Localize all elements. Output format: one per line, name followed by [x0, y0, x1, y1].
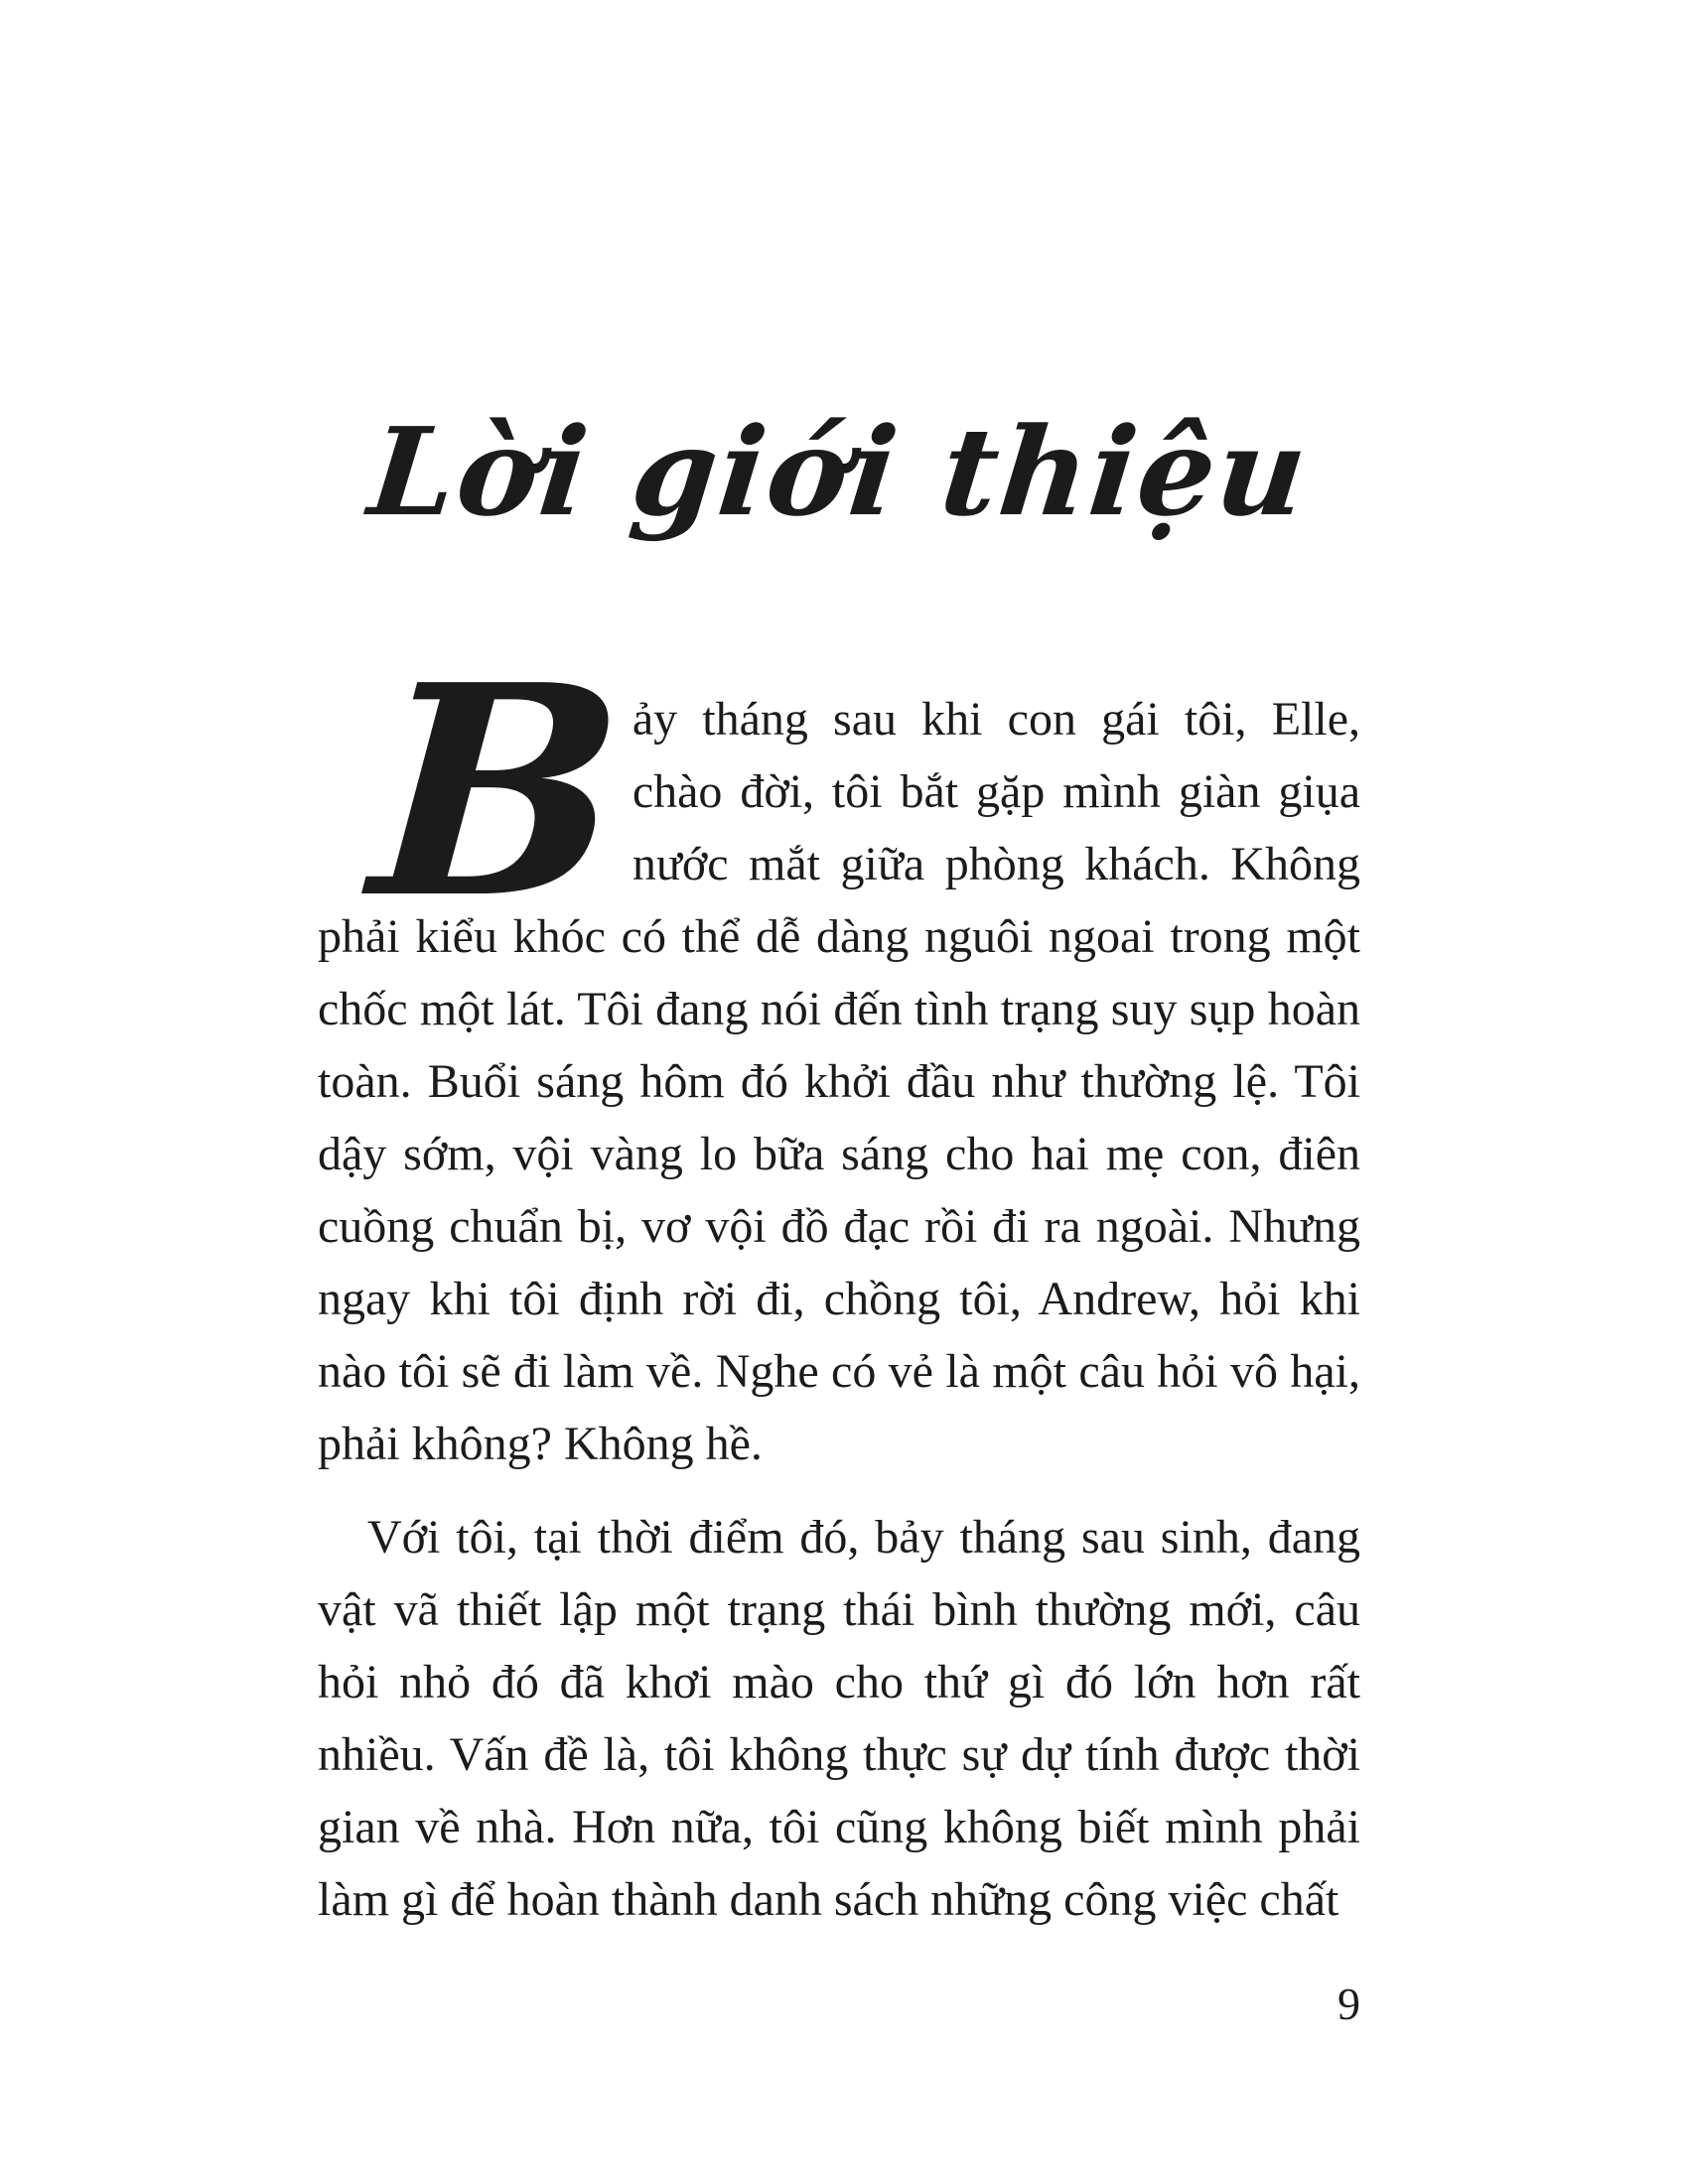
- paragraph-2: [318, 1501, 1360, 1936]
- chapter-title: Lời giới thiệu: [362, 400, 1316, 543]
- paragraph-2-text: Với tôi, tại thời điểm đó, bảy tháng sau sinh, đang vật vã thiết lập một trạng thái bình thường mới, câu hỏi nhỏ đó đã khơi mào cho thứ gì đó lớn hơn rất nhiều. Vấn đề là, tôi không thực sự dự tính được thời gian về nhà. Hơn nữa, tôi cũng không biết mình phải làm gì để hoàn thành danh sách những công việc chất: [318, 1511, 1360, 1926]
- page-number: 9: [1337, 1979, 1360, 2029]
- paragraph-1-text: ảy tháng sau khi con gái tôi, Elle, chào đời, tôi bắt gặp mình giàn giụa nước mắt giữa phòng khách. Không phải kiểu khóc có thể dễ dàng nguôi ngoai trong một chốc một lát. Tôi đang nói đến tình trạng suy sụp hoàn toàn. Buổi sáng hôm đó khởi đầu như thường lệ. Tôi dậy sớm, vội vàng lo bữa sáng cho hai mẹ con, điên cuồng chuẩn bị, vơ vội đồ đạc rồi đi ra ngoài. Nhưng ngay khi tôi định rời đi, chồng tôi, Andrew, hỏi khi nào tôi sẽ đi làm về. Nghe có vẻ là một câu hỏi vô hại, phải không? Không hề.: [318, 693, 1360, 1470]
- body-text: [318, 621, 1360, 1936]
- paragraph-1: [318, 621, 1360, 1480]
- drop-cap: B: [363, 621, 633, 962]
